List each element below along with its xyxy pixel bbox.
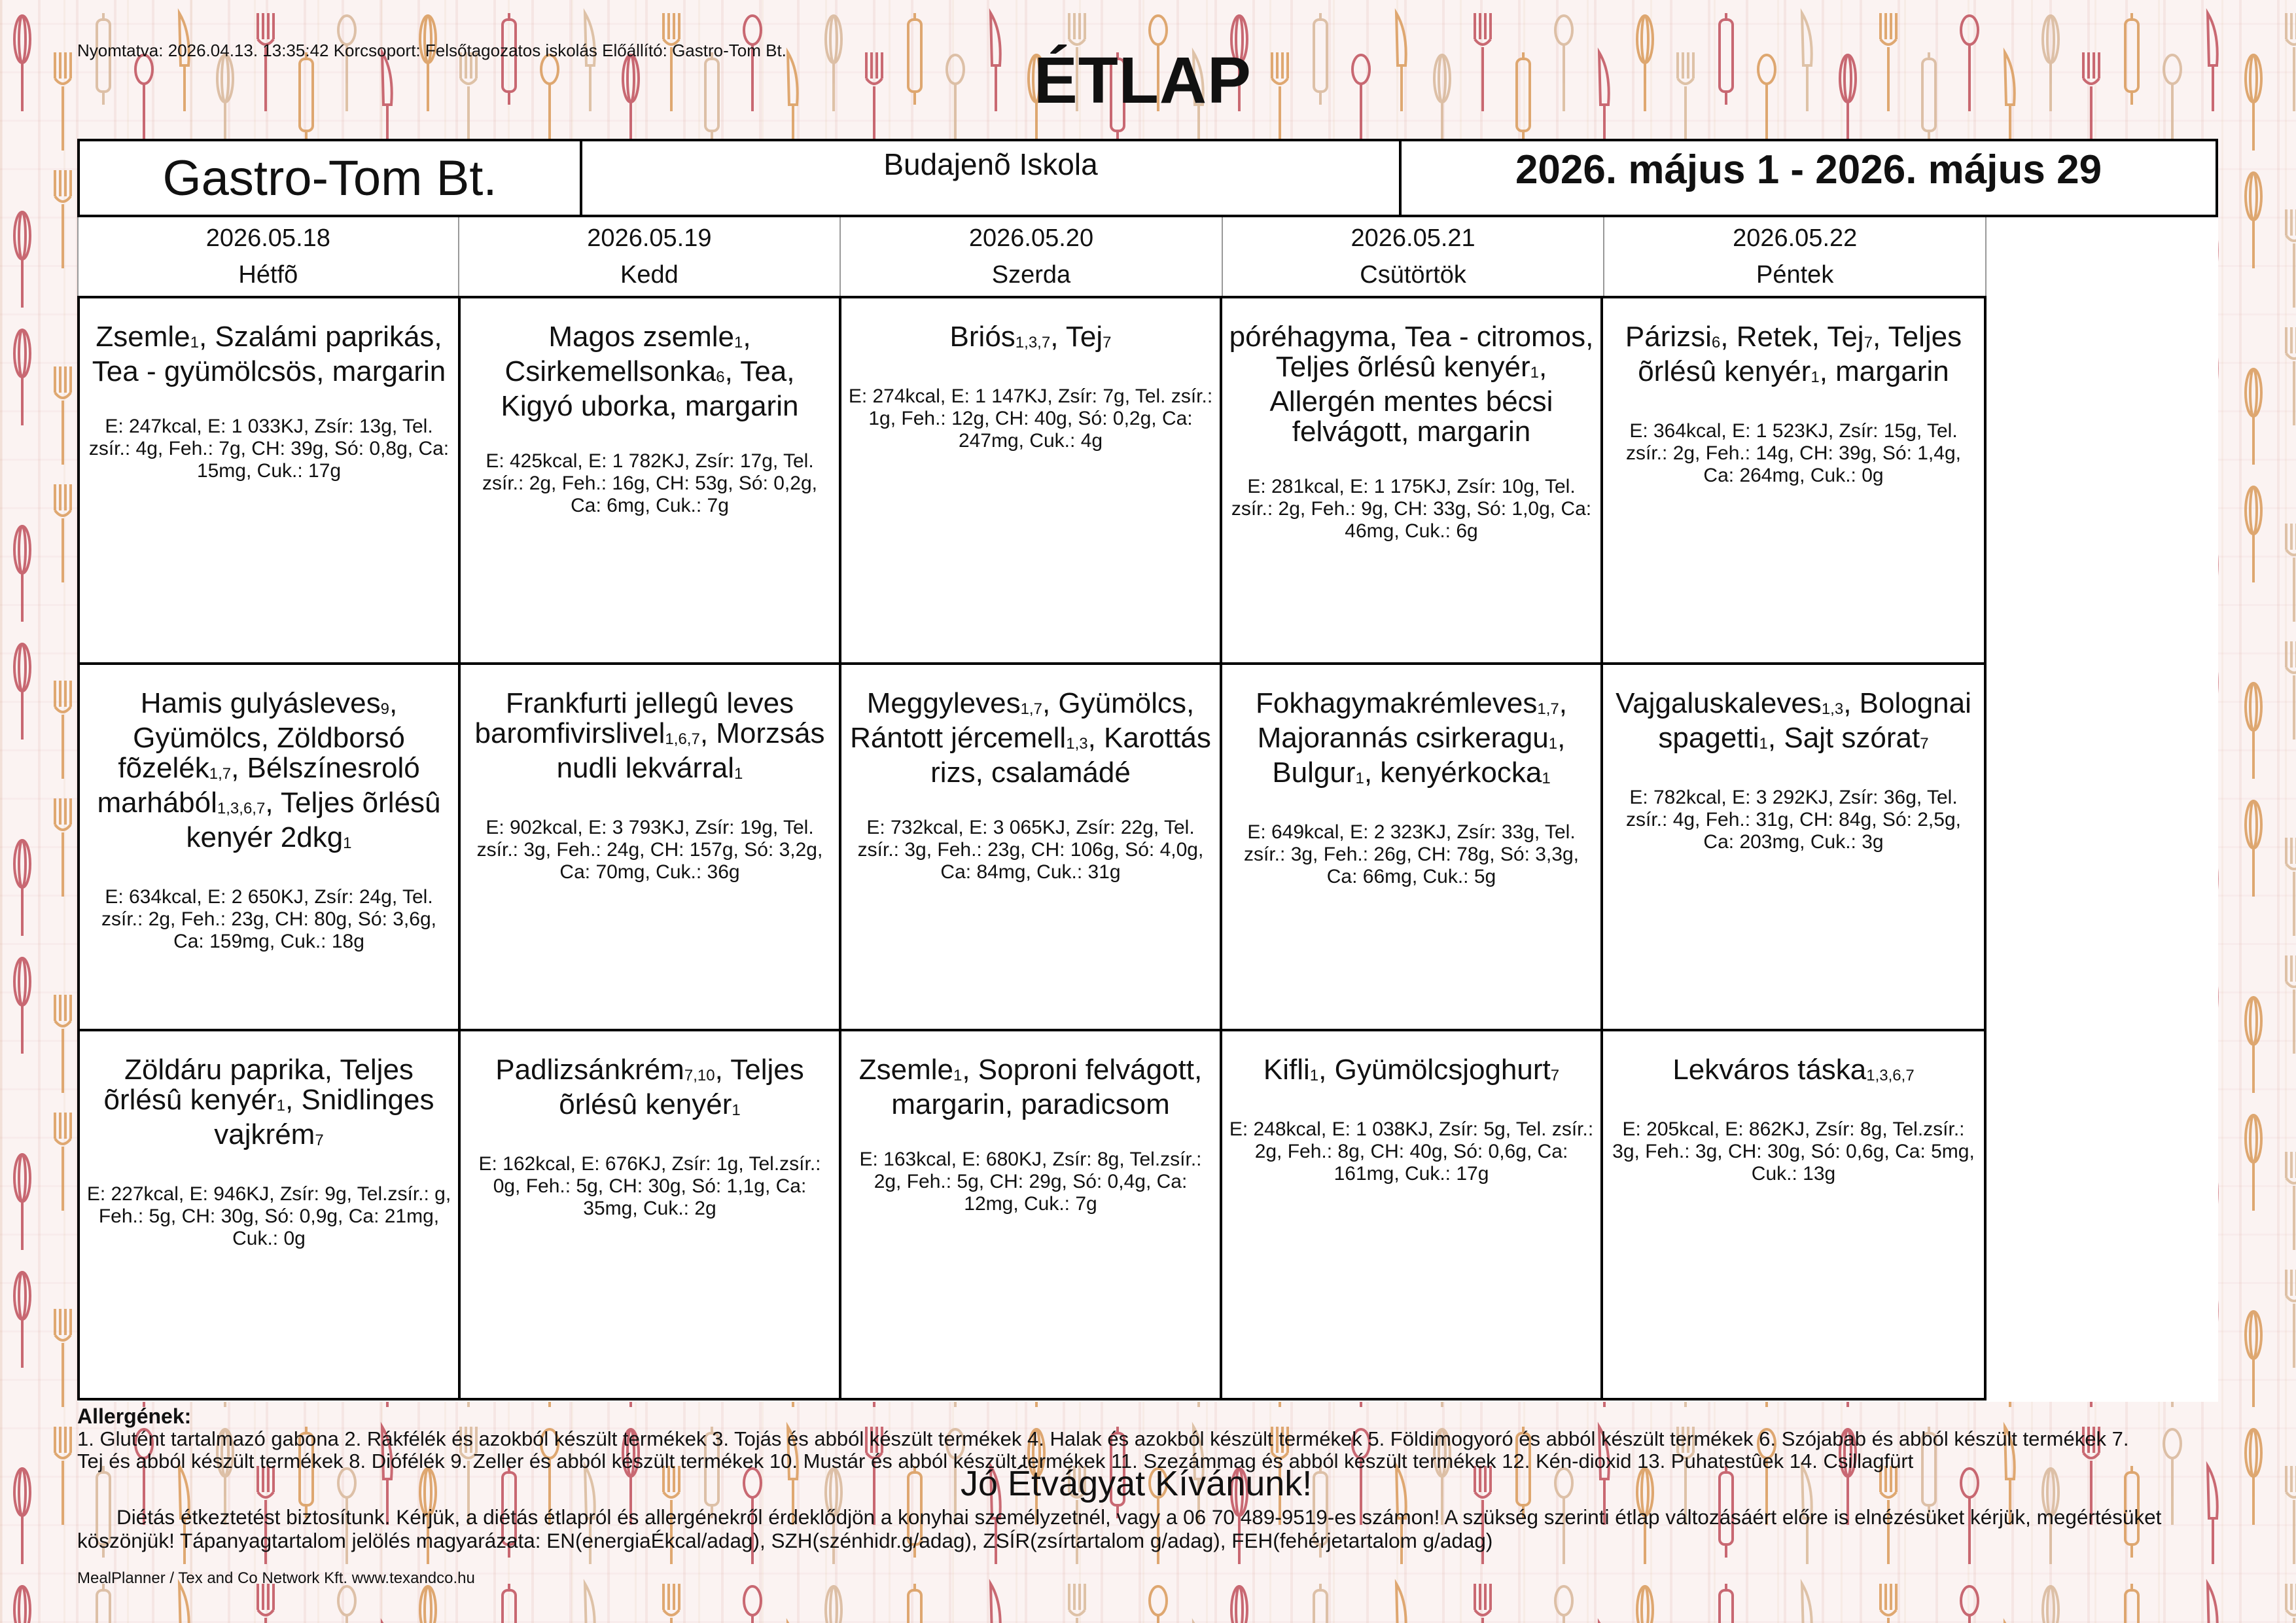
utensil-icon xyxy=(2286,1466,2296,1564)
meal-grid xyxy=(77,296,1987,1400)
utensil-icon xyxy=(14,1469,30,1564)
dish-text: , Majorannás csirkeragu xyxy=(1257,687,1567,754)
utensil-icon xyxy=(55,995,71,1093)
utensil-icon xyxy=(1555,16,1572,111)
allergen-code: 1 xyxy=(1810,368,1820,386)
school-name: Budajenõ Iskola xyxy=(582,141,1402,215)
utensil-icon xyxy=(179,13,189,111)
utensil-icon xyxy=(2246,1429,2261,1525)
utensil-icon xyxy=(1720,1584,1733,1623)
dish-names xyxy=(1229,322,1594,447)
goodbye-message: Jó Étvágyat Kívánunk! xyxy=(961,1464,1313,1503)
dish-text: , Bulgur xyxy=(1272,722,1566,789)
dish-text: Lekváros táska xyxy=(1672,1054,1867,1086)
dish-text: Vajgaluskaleves xyxy=(1616,687,1822,719)
nutrition-info: E: 274kcal, E: 1 147KJ, Zsír: 7g, Tel. zsír.: 1g, Feh.: 12g, CH: 40g, Só: 0,2g, Ca: 247mg, Cuk.: 4g xyxy=(848,385,1213,452)
allergen-code: 7 xyxy=(1550,1067,1560,1084)
utensil-icon xyxy=(2286,327,2296,425)
utensil-icon xyxy=(2246,55,2261,151)
utensil-icon xyxy=(55,1427,71,1525)
utensil-icon xyxy=(1802,13,1812,111)
utensil-icon xyxy=(744,16,761,111)
utensil-icon xyxy=(2208,1584,2217,1623)
day-date: 2026.05.22 xyxy=(1733,224,1858,252)
utensil-icon xyxy=(1352,55,1369,151)
dish-text: , Retek, Tej xyxy=(1720,321,1864,353)
utensil-icon xyxy=(1758,55,1775,151)
dish-text: , Soproni felvágott, margarin, paradicsom xyxy=(891,1054,1203,1120)
meal-cell xyxy=(841,298,1222,665)
nutrition-info: E: 902kcal, E: 3 793KJ, Zsír: 19g, Tel. zsír.: 3g, Feh.: 24g, CH: 157g, Só: 3,2g, Ca: 70mg, Cuk.: 36g xyxy=(476,817,823,883)
meal-cell xyxy=(1603,665,1984,1031)
utensil-icon xyxy=(1475,13,1491,111)
nutrition-info: E: 162kcal, E: 676KJ, Zsír: 1g, Tel.zsír.: 0g, Feh.: 5g, CH: 30g, Só: 1,1g, Ca: 35mg, Cuk.: 2g xyxy=(478,1153,821,1219)
allergen-code: 6 xyxy=(716,368,725,386)
day-date: 2026.05.20 xyxy=(968,224,1094,252)
utensil-icon xyxy=(2005,52,2015,151)
allergen-code: 1,7 xyxy=(1537,700,1559,718)
meal-cell xyxy=(461,665,841,1031)
allergen-title: Allergének: xyxy=(77,1404,192,1428)
utensil-icon xyxy=(461,52,476,151)
allergen-code: 1,3,7 xyxy=(1015,334,1051,351)
dish-names xyxy=(1229,1055,1594,1090)
utensil-icon xyxy=(55,1113,71,1211)
utensil-icon xyxy=(2246,997,2261,1093)
day-name: Kedd xyxy=(620,261,679,289)
allergen-code: 7 xyxy=(1863,334,1873,351)
utensil-icon xyxy=(14,644,30,740)
nutrition-info: E: 364kcal, E: 1 523KJ, Zsír: 15g, Tel. zsír.: 2g, Feh.: 14g, CH: 39g, Só: 1,4g, Ca: 264mg, Cuk.: 0g xyxy=(1626,420,1961,486)
utensil-icon xyxy=(258,1584,274,1623)
allergen-code: 1 xyxy=(1542,770,1551,787)
dish-names xyxy=(1610,688,1977,758)
utensil-icon xyxy=(14,330,30,425)
dish-text: , Tea, Kigyó uborka, margarin xyxy=(501,355,799,422)
dish-names xyxy=(848,322,1213,357)
allergen-code: 1 xyxy=(1759,735,1768,753)
allergen-code: 1 xyxy=(1309,1067,1319,1084)
nutrition-info: E: 634kcal, E: 2 650KJ, Zsír: 24g, Tel. zsír.: 2g, Feh.: 23g, CH: 80g, Só: 3,6g, Ca: 159mg, Cuk.: 18g xyxy=(101,886,436,952)
utensil-icon xyxy=(55,1309,71,1407)
utensil-icon xyxy=(1637,16,1653,111)
utensil-icon xyxy=(2125,1584,2138,1623)
dish-text: , Teljes õrlésû kenyér xyxy=(1638,321,1962,387)
utensil-icon xyxy=(663,13,679,111)
day-name: Csütörtök xyxy=(1360,261,1466,289)
dish-text: , margarin xyxy=(1819,355,1949,387)
utensil-icon xyxy=(14,212,30,308)
utensil-icon xyxy=(1314,13,1327,105)
allergen-code: 1 xyxy=(190,334,199,351)
utensil-icon xyxy=(991,13,1000,111)
utensil-icon xyxy=(866,52,882,151)
utensil-icon xyxy=(1961,1586,1978,1623)
utensil-icon xyxy=(1922,52,1935,144)
utensil-icon xyxy=(585,1584,595,1623)
utensil-icon xyxy=(55,170,71,268)
utensil-icon xyxy=(2083,52,2099,151)
diet-note: Diétás étkeztetést biztosítunk. Kérjük, a diétás étlapról és allergénekről érdeklődjön a konyhai személyzetnél, vagy a 06 70 489-9519-es számon! A szükség szerinti étlap változásáért előre is elnézésüket kérjük, megértésüket köszönjük! Tápanyagtartalom jelölés magyarázata: EN(energiaÉkcal/adag), SZH(szénhidr.g/adag), ZSÍR(zsírtartalom g/adag), FEH(fehérjetartalom g/adag) xyxy=(77,1505,2162,1552)
dish-text: , Karottás rizs, csalamádé xyxy=(930,722,1211,789)
dish-text: , Gyümölcs, Rántott jércemell xyxy=(850,687,1195,754)
allergen-code: 1 xyxy=(734,334,743,351)
utensil-icon xyxy=(14,958,30,1054)
nutrition-info: E: 649kcal, E: 2 323KJ, Zsír: 33g, Tel. zsír.: 3g, Feh.: 26g, CH: 78g, Só: 3,3g, Ca: 66mg, Cuk.: 5g xyxy=(1244,821,1579,887)
meal-cell xyxy=(1222,665,1603,1031)
utensil-icon xyxy=(1475,1584,1491,1623)
utensil-icon xyxy=(300,52,313,144)
dish-text: , Gyümölcsjoghurt xyxy=(1318,1054,1551,1086)
day-date: 2026.05.21 xyxy=(1351,224,1475,252)
utensil-icon xyxy=(382,52,392,151)
dish-names xyxy=(1229,688,1594,793)
dish-text: , Csirkemellsonka xyxy=(504,321,751,387)
day-header xyxy=(459,217,841,296)
dish-names xyxy=(86,688,451,857)
allergen-code: 1,3 xyxy=(1066,735,1088,753)
allergen-code: 1 xyxy=(343,834,352,852)
meal-cell xyxy=(461,1031,841,1398)
day-header xyxy=(1223,217,1605,296)
utensil-icon xyxy=(1396,13,1406,111)
utensil-icon xyxy=(2286,13,2296,111)
dish-text: , Szalámi paprikás, Tea - gyümölcsös, margarin xyxy=(92,321,446,387)
nutrition-info: E: 247kcal, E: 1 033KJ, Zsír: 13g, Tel. zsír.: 4g, Feh.: 7g, CH: 39g, Só: 0,8g, Ca: 15mg, Cuk.: 17g xyxy=(88,416,450,482)
allergen-code: 1,7 xyxy=(1020,700,1042,718)
utensil-icon xyxy=(338,1586,355,1623)
utensil-icon xyxy=(1150,1586,1167,1623)
utensil-icon xyxy=(2286,955,2296,1054)
footer-credit: MealPlanner / Tex and Co Network Kft. www.texandco.hu xyxy=(77,1569,475,1587)
nutrition-info: E: 732kcal, E: 3 065KJ, Zsír: 22g, Tel. zsír.: 3g, Feh.: 23g, CH: 106g, Só: 4,0g, Ca: 84mg, Cuk.: 31g xyxy=(857,817,1204,883)
dish-text: , kenyérkocka xyxy=(1364,757,1542,789)
meal-cell xyxy=(1603,298,1984,665)
page-title: ÉTLAP xyxy=(1034,44,1252,117)
utensil-icon xyxy=(258,13,274,111)
meal-cell xyxy=(1603,1031,1984,1398)
dish-text: Zsemle xyxy=(96,321,190,353)
dish-names xyxy=(848,688,1213,788)
dish-names xyxy=(467,688,832,788)
meal-cell xyxy=(841,1031,1222,1398)
utensil-icon xyxy=(744,1586,761,1623)
nutrition-info: E: 782kcal, E: 3 292KJ, Zsír: 36g, Tel. zsír.: 4g, Feh.: 31g, CH: 84g, Só: 2,5g, Ca: 203mg, Cuk.: 3g xyxy=(1626,787,1961,853)
print-info: Nyomtatva: 2026.04.13. 13:35:42 Korcsoport: Felsőtagozatos iskolás Előállító: Gastro-Tom Bt. xyxy=(77,41,786,60)
dish-text: , Teljes õrlésû kenyér xyxy=(559,1054,804,1120)
allergen-code: 1,6,7 xyxy=(665,730,700,748)
utensil-icon xyxy=(1720,13,1733,105)
day-header-row xyxy=(77,217,1987,296)
utensil-icon xyxy=(2286,641,2296,740)
utensil-icon xyxy=(908,13,921,105)
allergen-code: 7,10 xyxy=(684,1067,715,1084)
utensil-icon xyxy=(135,55,152,151)
dish-text: , Bélszínesroló marhából xyxy=(97,752,420,819)
utensil-icon xyxy=(1434,55,1450,151)
allergen-code: 1 xyxy=(732,1101,741,1119)
utensil-icon xyxy=(55,484,71,582)
meal-cell xyxy=(80,665,461,1031)
supplier-name: Gastro-Tom Bt. xyxy=(80,141,582,215)
utensil-icon xyxy=(2164,55,2181,151)
utensil-icon xyxy=(179,1584,189,1623)
utensil-icon xyxy=(826,1586,841,1623)
dish-text: Padlizsánkrém xyxy=(495,1054,684,1086)
utensil-icon xyxy=(1599,52,1609,151)
meal-cell xyxy=(1222,1031,1603,1398)
dish-text: , Snidlinges vajkrém xyxy=(214,1084,434,1150)
utensil-icon xyxy=(585,13,595,111)
utensil-icon xyxy=(1840,55,1856,151)
day-name: Péntek xyxy=(1756,261,1834,289)
utensil-icon xyxy=(2246,369,2261,465)
menu-period: 2026. május 1 - 2026. május 29 xyxy=(1515,147,2102,192)
utensil-icon xyxy=(1881,1584,1896,1623)
allergen-code: 1 xyxy=(1530,364,1539,382)
allergen-code: 1 xyxy=(734,765,743,783)
day-name: Hétfõ xyxy=(238,261,298,289)
nutrition-info: E: 425kcal, E: 1 782KJ, Zsír: 17g, Tel. zsír.: 2g, Feh.: 16g, CH: 53g, Só: 0,2g, Ca: 6mg, Cuk.: 7g xyxy=(482,450,817,516)
allergen-code: 1,7 xyxy=(209,765,232,783)
day-date: 2026.05.18 xyxy=(205,224,330,252)
utensil-icon xyxy=(826,16,841,111)
utensil-icon xyxy=(1396,1584,1406,1623)
utensil-icon xyxy=(14,1586,30,1623)
utensil-icon xyxy=(1961,16,1978,111)
utensil-icon xyxy=(1314,1584,1327,1623)
utensil-icon xyxy=(97,1584,110,1623)
utensil-icon xyxy=(541,55,558,151)
dish-text: Kifli xyxy=(1263,1054,1310,1086)
dish-text: , Gyümölcs, Zöldborsó fõzelék xyxy=(118,687,405,784)
utensil-icon xyxy=(788,52,798,151)
utensil-icon xyxy=(1069,1584,1085,1623)
nutrition-info: E: 248kcal, E: 1 038KJ, Zsír: 5g, Tel. zsír.: 2g, Feh.: 8g, CH: 40g, Só: 0,6g, Ca: 161mg, Cuk.: 17g xyxy=(1229,1118,1594,1185)
dish-text: , Allergén mentes bécsi felvágott, margarin xyxy=(1269,351,1553,448)
utensil-icon xyxy=(1272,52,1288,151)
utensil-icon xyxy=(2208,1466,2217,1564)
day-name: Szerda xyxy=(991,261,1071,289)
allergen-code: 9 xyxy=(380,700,389,718)
meal-cell xyxy=(80,1031,461,1398)
utensil-icon xyxy=(2286,1584,2296,1623)
utensil-icon xyxy=(2043,16,2058,111)
dish-text: , Tej xyxy=(1050,321,1103,353)
utensil-icon xyxy=(2246,801,2261,897)
utensil-icon xyxy=(503,1584,516,1623)
dish-text: Hamis gulyásleves xyxy=(140,687,381,719)
utensil-icon xyxy=(908,1584,921,1623)
dish-text: Briós xyxy=(949,321,1016,353)
utensil-icon xyxy=(705,52,718,144)
day-header xyxy=(1604,217,1987,296)
day-header xyxy=(77,217,459,296)
allergen-code: 7 xyxy=(1920,735,1929,753)
utensil-icon xyxy=(338,16,355,111)
allergen-code: 1 xyxy=(276,1097,285,1115)
allergen-code: 7 xyxy=(315,1132,324,1149)
utensil-icon xyxy=(2286,1152,2296,1250)
utensil-icon xyxy=(1555,1586,1572,1623)
nutrition-info: E: 205kcal, E: 862KJ, Zsír: 8g, Tel.zsír.: 3g, Feh.: 3g, CH: 30g, Só: 0,6g, Ca: 5mg, Cuk.: 13g xyxy=(1612,1118,1975,1185)
dish-text: Zsemle xyxy=(858,1054,953,1086)
dish-text: , Bolognai spagetti xyxy=(1658,687,1971,754)
utensil-icon xyxy=(947,55,964,151)
utensil-icon xyxy=(1637,1586,1653,1623)
utensil-icon xyxy=(1802,1584,1812,1623)
day-header xyxy=(841,217,1223,296)
dish-text: Magos zsemle xyxy=(548,321,735,353)
nutrition-info: E: 281kcal, E: 1 175KJ, Zsír: 10g, Tel. zsír.: 2g, Feh.: 9g, CH: 33g, Só: 1,0g, Ca: 46mg, Cuk.: 6g xyxy=(1231,476,1592,542)
utensil-icon xyxy=(14,1154,30,1250)
dish-names xyxy=(86,1055,451,1154)
utensil-icon xyxy=(55,366,71,465)
nutrition-info: E: 163kcal, E: 680KJ, Zsír: 8g, Tel.zsír.: 2g, Feh.: 5g, CH: 29g, Só: 0,4g, Ca: 12mg, Cuk.: 7g xyxy=(859,1149,1202,1215)
allergen-code: 1 xyxy=(953,1067,963,1084)
utensil-icon xyxy=(2246,1311,2261,1407)
menu-header xyxy=(77,139,2218,217)
utensil-icon xyxy=(420,1586,436,1623)
dish-text: , Teljes õrlésû kenyér 2dkg xyxy=(186,787,441,853)
utensil-icon xyxy=(55,798,71,897)
utensil-icon xyxy=(1881,13,1896,111)
utensil-icon xyxy=(2246,487,2261,582)
dish-text: Zöldáru paprika, Teljes õrlésû kenyér xyxy=(103,1054,414,1116)
allergen-list: 1. Glutént tartalmazó gabona 2. Rákfélék és azokból készült termékek 3. Tojás és abból készült termékek 4. Halak és azokból készült termékek 5. Földimogyoró és abból készült termékek 6. Szójabab és abból készült termékek 7. Tej és abból készült termékek 8. Diófélék 9. Zeller és abból készült termékek 10. Mustár és abból készült termékek 11. Szezámmag és abból készült termékek 12. Kén-dioxid 13. Puhatestûek 14. Csillagfürt xyxy=(77,1427,2129,1472)
nutrition-info: E: 227kcal, E: 946KJ, Zsír: 9g, Tel.zsír.: g, Feh.: 5g, CH: 30g, Só: 0,9g, Ca: 21mg, Cuk.: 0g xyxy=(86,1183,451,1249)
dish-text: póréhagyma, Tea - citromos, Teljes õrlésû kenyér xyxy=(1229,321,1594,383)
allergen-code: 7 xyxy=(1103,334,1112,351)
meal-cell xyxy=(80,298,461,665)
utensil-icon xyxy=(2246,1115,2261,1211)
dish-text: Meggyleves xyxy=(866,687,1021,719)
dish-text: Frankfurti jellegû leves baromfivirslivel xyxy=(474,687,794,749)
meal-cell xyxy=(841,665,1222,1031)
utensil-icon xyxy=(2125,13,2138,105)
utensil-icon xyxy=(2043,1586,2058,1623)
utensil-icon xyxy=(663,1584,679,1623)
allergen-code: 1,3,6,7 xyxy=(1866,1067,1915,1084)
dish-names xyxy=(467,322,832,421)
utensil-icon xyxy=(14,1272,30,1368)
utensil-icon xyxy=(1517,52,1530,144)
dish-names xyxy=(1610,1055,1977,1090)
allergen-code: 1,3,6,7 xyxy=(217,800,266,817)
allergen-code: 1 xyxy=(1355,770,1364,787)
utensil-icon xyxy=(1678,52,1693,151)
utensil-icon xyxy=(14,840,30,936)
dish-names xyxy=(1610,322,1977,391)
day-date: 2026.05.19 xyxy=(587,224,712,252)
dish-text: , Morzsás nudli lekvárral xyxy=(556,717,825,784)
utensil-icon xyxy=(2286,209,2296,308)
utensil-icon xyxy=(2286,524,2296,622)
utensil-icon xyxy=(217,55,233,151)
dish-text: Fokhagymakrémleves xyxy=(1256,687,1538,719)
dish-names xyxy=(467,1055,832,1124)
utensil-icon xyxy=(2286,838,2296,936)
utensil-icon xyxy=(14,526,30,622)
utensil-icon xyxy=(2286,1270,2296,1368)
allergen-code: 6 xyxy=(1711,334,1721,351)
dish-text: Párizsi xyxy=(1625,321,1712,353)
utensil-icon xyxy=(2246,683,2261,779)
dish-names xyxy=(848,1055,1213,1120)
dish-text: , Sajt szórat xyxy=(1767,722,1920,754)
utensil-icon xyxy=(623,55,639,151)
allergen-code: 1,3 xyxy=(1821,700,1844,718)
utensil-icon xyxy=(55,52,71,151)
utensil-icon xyxy=(2208,13,2217,111)
meal-cell xyxy=(1222,298,1603,665)
utensil-icon xyxy=(2246,173,2261,268)
utensil-icon xyxy=(55,681,71,779)
meal-cell xyxy=(461,298,841,665)
utensil-icon xyxy=(1231,1586,1247,1623)
utensil-icon xyxy=(420,16,436,111)
utensil-icon xyxy=(14,16,30,111)
allergen-code: 1 xyxy=(1548,735,1558,753)
utensil-icon xyxy=(991,1584,1000,1623)
dish-names xyxy=(86,322,451,387)
